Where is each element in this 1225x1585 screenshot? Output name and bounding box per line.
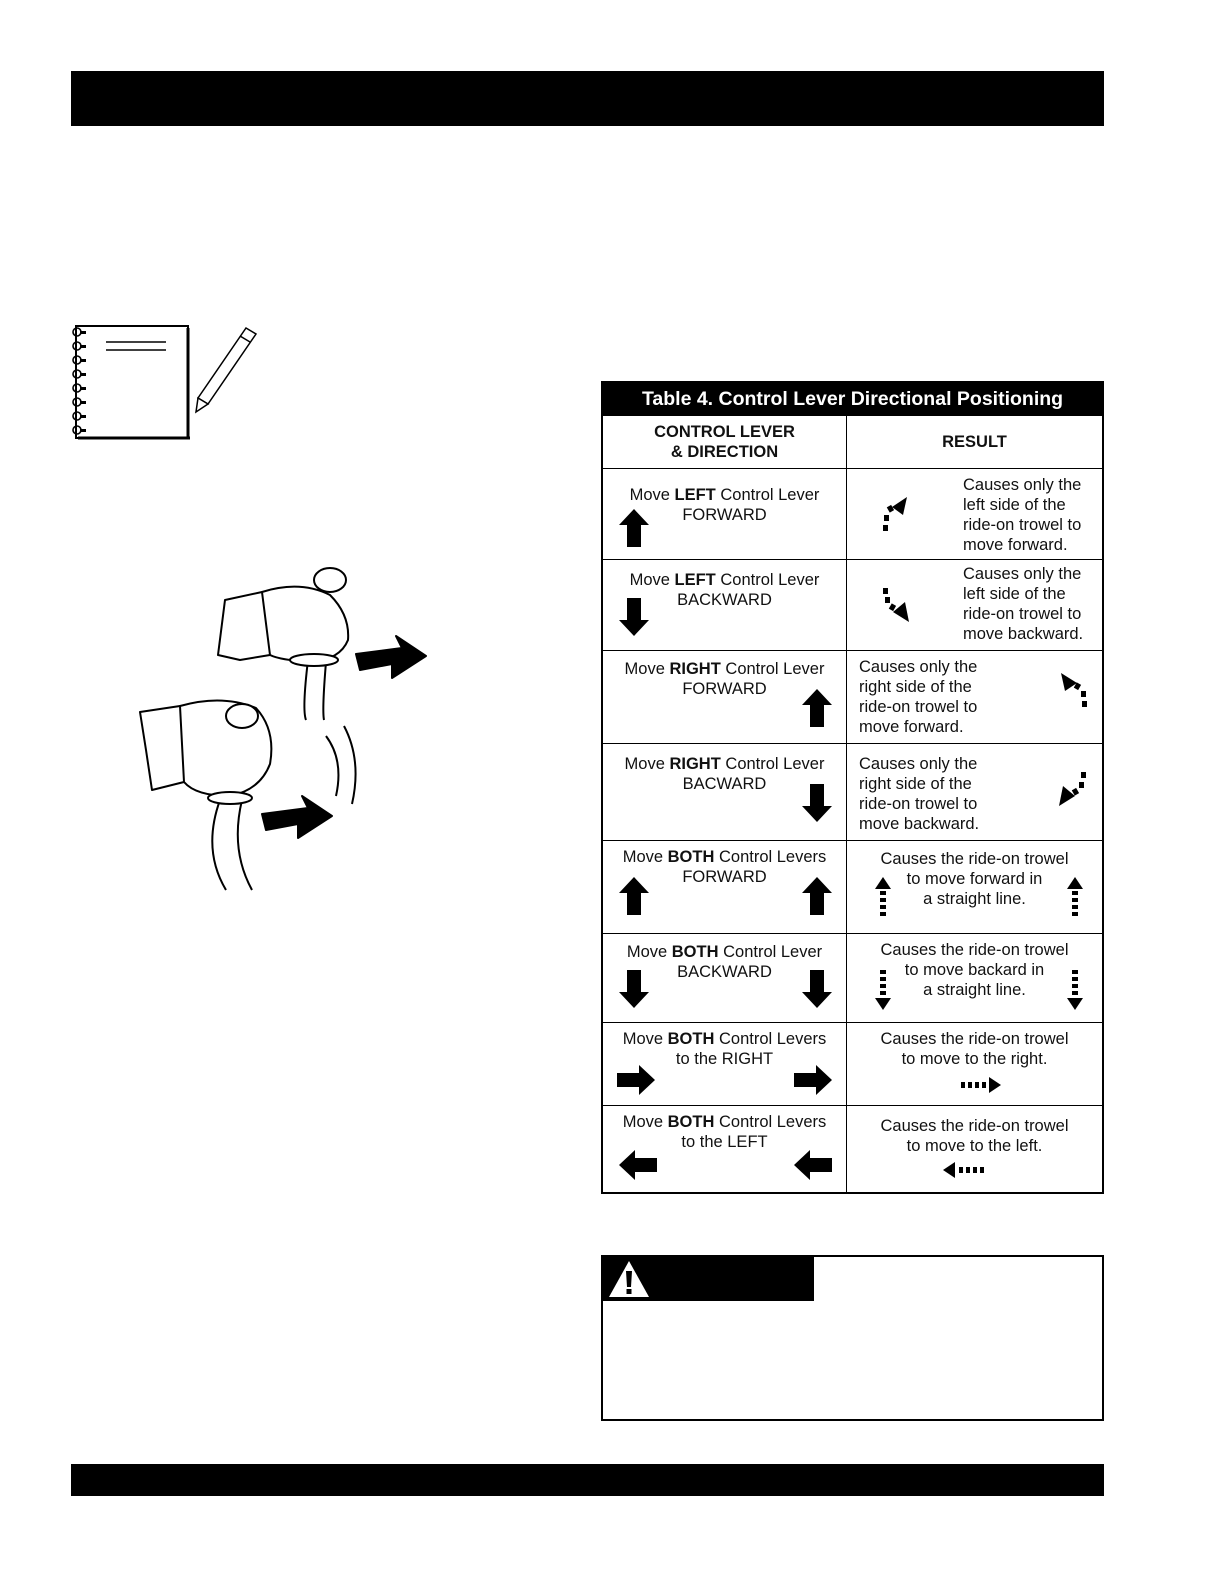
arrow-right-icon xyxy=(794,1065,832,1095)
table-row xyxy=(603,1105,1102,1192)
arrow-down-icon xyxy=(802,970,832,1008)
table-row xyxy=(603,650,1102,743)
dotted-arrow-up-icon xyxy=(875,877,891,921)
curved-dotted-arrow-forward-left-icon xyxy=(879,497,913,533)
lever-cell: Move BOTH Control Levers FORWARD xyxy=(603,841,847,933)
arrow-left-icon xyxy=(619,1150,657,1180)
arrow-up-icon xyxy=(802,689,832,727)
arrow-down-icon xyxy=(619,970,649,1008)
table-row xyxy=(603,933,1102,1022)
warning-triangle-icon xyxy=(607,1259,651,1299)
header-result: RESULT xyxy=(942,433,1007,451)
curved-dotted-arrow-backward-left-icon xyxy=(881,588,915,624)
control-lever-table xyxy=(601,381,1104,1194)
arrow-up-icon xyxy=(619,877,649,915)
result-cell: Causes the ride-on trowel to move to the right. xyxy=(847,1023,1102,1105)
arrow-up-icon xyxy=(802,877,832,915)
result-cell: Causes the ride-on trowel to move to the left. xyxy=(847,1106,1102,1192)
result-cell: Causes only the right side of the ride-on trowel to move backward. xyxy=(847,744,1102,840)
header-lever-line1: CONTROL LEVER xyxy=(654,423,795,441)
notebook-pencil-icon xyxy=(68,320,268,445)
table-title: Table 4. Control Lever Directional Positioning xyxy=(603,383,1102,415)
hands-on-levers-illustration xyxy=(130,560,440,900)
header-lever-line2: & DIRECTION xyxy=(670,443,779,461)
warning-header xyxy=(603,1257,814,1301)
result-cell: Causes only the left side of the ride-on trowel to move backward. xyxy=(847,560,1102,650)
arrow-up-icon xyxy=(619,509,649,547)
table-row xyxy=(603,468,1102,559)
lever-cell: Move RIGHT Control Lever FORWARD xyxy=(603,651,847,743)
lever-cell: Move LEFT Control Lever BACKWARD xyxy=(603,560,847,650)
lever-cell: Move LEFT Control Lever FORWARD xyxy=(603,469,847,559)
dotted-arrow-left-icon xyxy=(943,1162,985,1178)
lever-cell: Move BOTH Control Levers to the LEFT xyxy=(603,1106,847,1192)
lever-cell: Move BOTH Control Levers to the RIGHT xyxy=(603,1023,847,1105)
arrow-left-icon xyxy=(794,1150,832,1180)
lever-cell: Move RIGHT Control Lever BACWARD xyxy=(603,744,847,840)
arrow-down-icon xyxy=(802,784,832,822)
result-cell: Causes only the left side of the ride-on trowel to move forward. xyxy=(847,469,1102,559)
arrow-down-icon xyxy=(619,598,649,636)
header-lever-direction xyxy=(603,416,847,468)
arrow-right-icon xyxy=(617,1065,655,1095)
warning-box xyxy=(601,1255,1104,1421)
lever-cell: Move BOTH Control Lever BACKWARD xyxy=(603,934,847,1022)
result-cell: Causes the ride-on trowel to move backard in a straight line. xyxy=(847,934,1102,1022)
header-bar xyxy=(71,71,1104,126)
table-row xyxy=(603,559,1102,650)
curved-dotted-arrow-forward-right-icon xyxy=(1057,673,1091,709)
dotted-arrow-down-icon xyxy=(1067,970,1083,1014)
table-row xyxy=(603,1022,1102,1105)
dotted-arrow-up-icon xyxy=(1067,877,1083,921)
dotted-arrow-down-icon xyxy=(875,970,891,1014)
result-cell: Causes the ride-on trowel to move forward in a straight line. xyxy=(847,841,1102,933)
table-row xyxy=(603,743,1102,840)
curved-dotted-arrow-backward-right-icon xyxy=(1055,772,1089,808)
dotted-arrow-right-icon xyxy=(961,1077,1003,1093)
table-row xyxy=(603,840,1102,933)
table-header-row xyxy=(603,415,1102,468)
result-cell: Causes only the right side of the ride-on trowel to move forward. xyxy=(847,651,1102,743)
footer-bar xyxy=(71,1464,1104,1496)
